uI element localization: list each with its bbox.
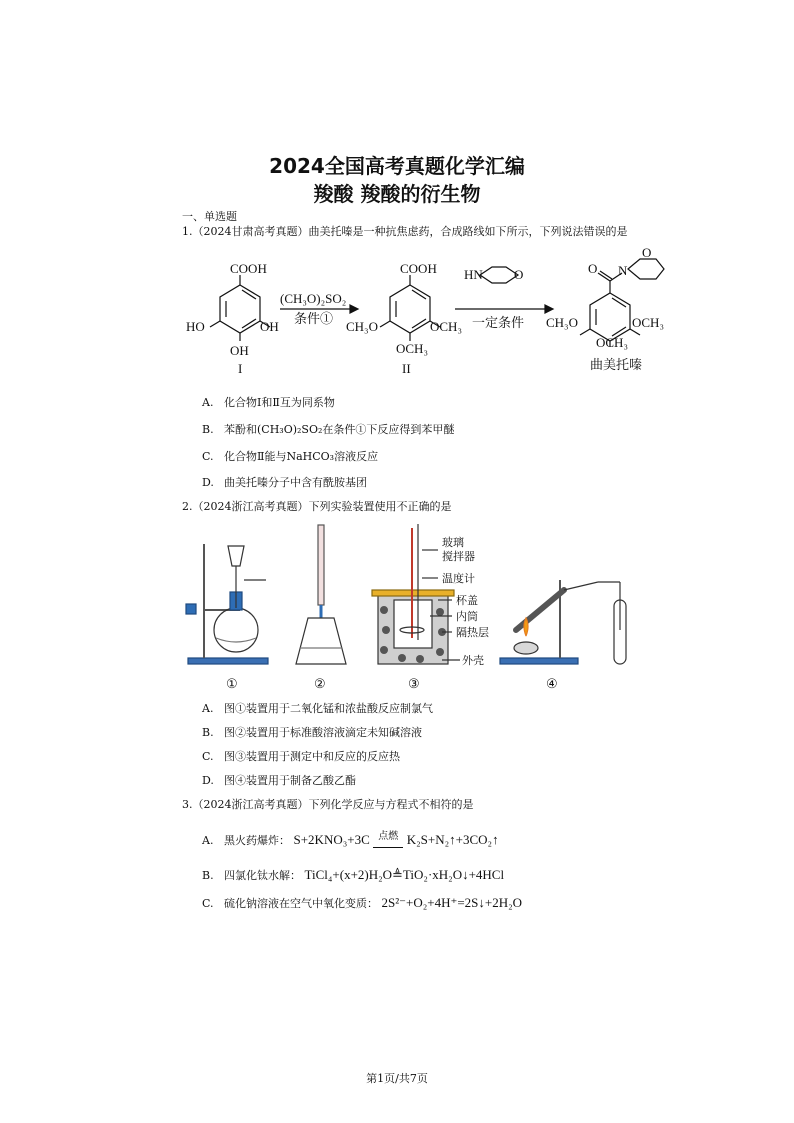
product-name-label: 曲美托嗪: [590, 357, 643, 372]
ho-label-I: HO: [186, 319, 205, 334]
och3-label-II: OCH₃: [430, 319, 462, 334]
question-3-option-b: B. 四氯化钛水解： TiCl₄+(x+2)H₂O≜TiO₂·xH₂O↓+4HCl: [202, 867, 505, 882]
morpholine-hn-label: HN: [464, 267, 483, 282]
morpholine-n-label: N: [618, 263, 628, 278]
page-footer: 第1页/共7页: [366, 1072, 428, 1085]
document-subtitle: 羧酸 羧酸的衍生物: [313, 182, 481, 206]
och3-bottom-label-II: OCH₃: [396, 341, 428, 356]
label-insulation: 隔热层: [456, 627, 489, 639]
test-tube-heating: [516, 590, 564, 630]
label-outer-shell: 外壳: [462, 655, 484, 667]
cooh-label-I: COOH: [230, 261, 267, 276]
och3-bottom-label-product: OCH₃: [596, 335, 628, 350]
label-lid: 杯盖: [456, 595, 478, 607]
carbonyl-o-label: O: [588, 261, 598, 276]
compound-label-II: II: [402, 361, 411, 376]
reaction-equals-line: [373, 847, 403, 848]
reagent-2-bottom: 一定条件: [472, 315, 525, 330]
question-3-option-a: A. 黑火药爆炸： S+2KNO₃+3C 点燃 K₂S+N₂↑+3CO₂↑: [202, 832, 499, 848]
question-2-option-d: D. 图④装置用于制备乙酸乙酯: [202, 774, 356, 787]
morpholine-reagent-ring: [480, 267, 518, 283]
question-2-stem: 2.（2024浙江高考真题）下列实验装置使用不正确的是: [182, 500, 452, 513]
cooh-label-II: COOH: [400, 261, 437, 276]
morpholine-ring-product: [628, 259, 664, 279]
question-2-option-b: B. 图②装置用于标准酸溶液滴定未知碱溶液: [202, 726, 422, 739]
burette: [318, 525, 324, 605]
figure-3-label: ③: [408, 676, 420, 691]
synthesis-scheme: [180, 245, 700, 385]
label-glass: 玻璃: [442, 537, 464, 549]
question-1-stem: 1.（2024甘肃高考真题）曲美托嗪是一种抗焦虑药，合成路线如下所示，下列说法错误的是: [182, 225, 628, 238]
ch3o-label-II: CH₃O: [346, 319, 378, 334]
figure-4-label: ④: [546, 676, 558, 691]
reagent-1-bottom: 条件①: [294, 311, 334, 326]
question-2-option-a: A. 图①装置用于二氧化锰和浓盐酸反应制氯气: [202, 702, 433, 715]
question-1-option-b: B. 苯酚和(CH₃O)₂SO₂在条件①下反应得到苯甲醚: [202, 423, 455, 436]
question-3-option-c: C. 硫化钠溶液在空气中氧化变质： 2S²⁻+O₂+4H⁺=2S↓+2H₂O: [202, 895, 523, 910]
stand-base-4: [500, 658, 578, 664]
document-title: 2024全国高考真题化学汇编: [269, 154, 525, 178]
figure-1-label: ①: [226, 676, 238, 691]
oh-bottom-label-I: OH: [230, 343, 249, 358]
conical-flask: [296, 618, 346, 664]
round-flask: [214, 608, 258, 652]
question-1-option-c: C. 化合物Ⅱ能与NaHCO₃溶液反应: [202, 450, 379, 463]
question-1-option-a: A. 化合物Ⅰ和Ⅱ互为同系物: [202, 396, 335, 409]
compound-label-I: I: [238, 361, 243, 376]
section-label: 一、单选题: [182, 210, 237, 223]
question-3-stem: 3.（2024浙江高考真题）下列化学反应与方程式不相符的是: [182, 798, 474, 811]
morpholine-o-label: O: [514, 267, 524, 282]
ch3o-label-product: CH₃O: [546, 315, 578, 330]
dropping-funnel: [228, 546, 244, 566]
label-stirrer: 搅拌器: [442, 551, 475, 563]
och3-label-product: OCH₃: [632, 315, 664, 330]
figure-2-label: ②: [314, 676, 326, 691]
ignition-condition: 点燃: [378, 831, 399, 842]
label-thermometer: 温度计: [442, 573, 475, 585]
morpholine-o-label-product: O: [642, 245, 652, 260]
stand-base-1: [188, 658, 268, 664]
oh-label-I: OH: [260, 319, 279, 334]
reagent-1-top: (CH₃O)₂SO₂: [280, 291, 347, 306]
apparatus-figures: [180, 520, 650, 695]
label-inner-cup: 内筒: [456, 611, 478, 623]
question-1-option-d: D. 曲美托嗪分子中含有酰胺基团: [202, 476, 367, 489]
question-2-option-c: C. 图③装置用于测定中和反应的反应热: [202, 750, 400, 763]
